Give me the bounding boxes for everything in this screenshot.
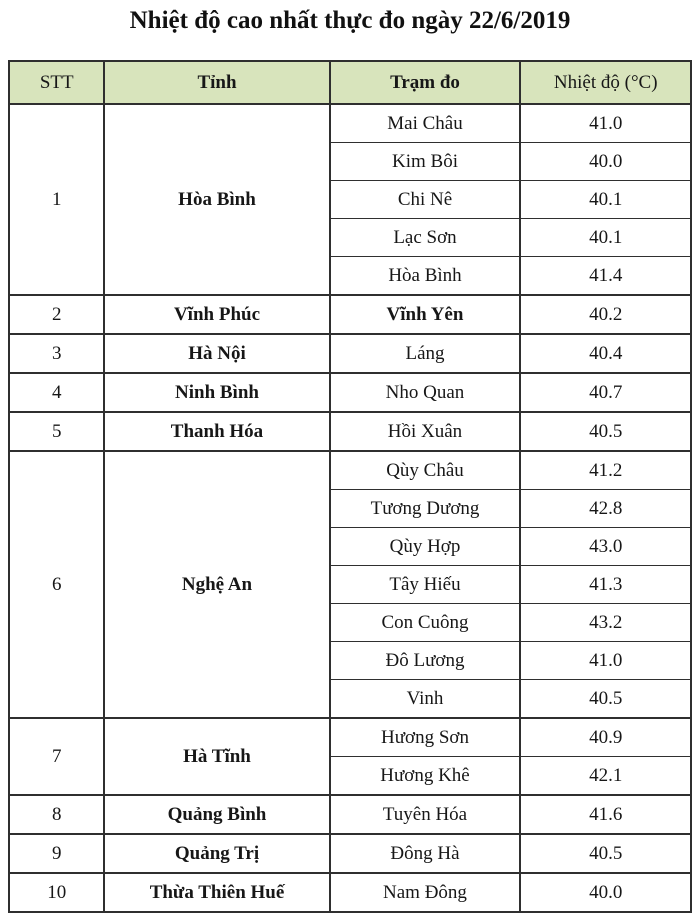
province-cell: Quảng Trị bbox=[104, 834, 329, 873]
temperature-table bbox=[8, 60, 692, 913]
temperature-cell: 40.0 bbox=[520, 143, 691, 181]
station-cell: Tuyên Hóa bbox=[330, 795, 521, 834]
col-header-province: Tỉnh bbox=[104, 61, 329, 104]
stt-cell: 3 bbox=[9, 334, 104, 373]
station-cell: Qùy Châu bbox=[330, 451, 521, 490]
temperature-cell: 40.5 bbox=[520, 412, 691, 451]
col-header-station: Trạm đo bbox=[330, 61, 521, 104]
stt-cell: 6 bbox=[9, 451, 104, 718]
province-cell: Nghệ An bbox=[104, 451, 329, 718]
station-cell: Hòa Bình bbox=[330, 257, 521, 296]
temperature-cell: 41.4 bbox=[520, 257, 691, 296]
table-row bbox=[9, 873, 691, 912]
station-cell: Tương Dương bbox=[330, 490, 521, 528]
header-row bbox=[9, 61, 691, 104]
temperature-cell: 40.5 bbox=[520, 680, 691, 719]
temperature-cell: 40.1 bbox=[520, 219, 691, 257]
table-row bbox=[9, 412, 691, 451]
temperature-cell: 41.3 bbox=[520, 566, 691, 604]
station-cell: Hương Khê bbox=[330, 757, 521, 796]
temperature-cell: 43.0 bbox=[520, 528, 691, 566]
stt-cell: 10 bbox=[9, 873, 104, 912]
province-cell: Quảng Bình bbox=[104, 795, 329, 834]
col-header-temperature: Nhiệt độ (°C) bbox=[520, 61, 691, 104]
station-cell: Đô Lương bbox=[330, 642, 521, 680]
station-cell: Đông Hà bbox=[330, 834, 521, 873]
temperature-cell: 41.2 bbox=[520, 451, 691, 490]
stt-cell: 1 bbox=[9, 104, 104, 295]
station-cell: Vĩnh Yên bbox=[330, 295, 521, 334]
station-cell: Tây Hiếu bbox=[330, 566, 521, 604]
station-cell: Qùy Hợp bbox=[330, 528, 521, 566]
table-row bbox=[9, 795, 691, 834]
temperature-cell: 40.2 bbox=[520, 295, 691, 334]
temperature-cell: 41.0 bbox=[520, 104, 691, 143]
temperature-cell: 40.4 bbox=[520, 334, 691, 373]
table-row bbox=[9, 295, 691, 334]
station-cell: Nam Đông bbox=[330, 873, 521, 912]
station-cell: Vinh bbox=[330, 680, 521, 719]
temperature-cell: 40.5 bbox=[520, 834, 691, 873]
station-cell: Nho Quan bbox=[330, 373, 521, 412]
table-body bbox=[9, 104, 691, 912]
station-cell: Con Cuông bbox=[330, 604, 521, 642]
station-cell: Hương Sơn bbox=[330, 718, 521, 757]
table-row bbox=[9, 834, 691, 873]
temperature-cell: 41.0 bbox=[520, 642, 691, 680]
temperature-cell: 43.2 bbox=[520, 604, 691, 642]
province-cell: Thanh Hóa bbox=[104, 412, 329, 451]
stt-cell: 5 bbox=[9, 412, 104, 451]
stt-cell: 4 bbox=[9, 373, 104, 412]
station-cell: Chi Nê bbox=[330, 181, 521, 219]
temperature-cell: 40.7 bbox=[520, 373, 691, 412]
table-row bbox=[9, 104, 691, 143]
temperature-cell: 40.9 bbox=[520, 718, 691, 757]
province-cell: Ninh Bình bbox=[104, 373, 329, 412]
page bbox=[0, 6, 700, 913]
temperature-cell: 40.1 bbox=[520, 181, 691, 219]
table-row bbox=[9, 451, 691, 490]
province-cell: Hòa Bình bbox=[104, 104, 329, 295]
temperature-cell: 41.6 bbox=[520, 795, 691, 834]
temperature-cell: 42.1 bbox=[520, 757, 691, 796]
station-cell: Kim Bôi bbox=[330, 143, 521, 181]
stt-cell: 2 bbox=[9, 295, 104, 334]
table-row bbox=[9, 373, 691, 412]
col-header-stt: STT bbox=[9, 61, 104, 104]
station-cell: Hồi Xuân bbox=[330, 412, 521, 451]
table-row bbox=[9, 718, 691, 757]
temperature-cell: 40.0 bbox=[520, 873, 691, 912]
province-cell: Hà Nội bbox=[104, 334, 329, 373]
stt-cell: 9 bbox=[9, 834, 104, 873]
province-cell: Vĩnh Phúc bbox=[104, 295, 329, 334]
stt-cell: 8 bbox=[9, 795, 104, 834]
table-row bbox=[9, 334, 691, 373]
province-cell: Hà Tĩnh bbox=[104, 718, 329, 795]
station-cell: Láng bbox=[330, 334, 521, 373]
temperature-cell: 42.8 bbox=[520, 490, 691, 528]
station-cell: Mai Châu bbox=[330, 104, 521, 143]
page-title: Nhiệt độ cao nhất thực đo ngày 22/6/2019 bbox=[129, 7, 571, 34]
station-cell: Lạc Sơn bbox=[330, 219, 521, 257]
province-cell: Thừa Thiên Huế bbox=[104, 873, 329, 912]
stt-cell: 7 bbox=[9, 718, 104, 795]
